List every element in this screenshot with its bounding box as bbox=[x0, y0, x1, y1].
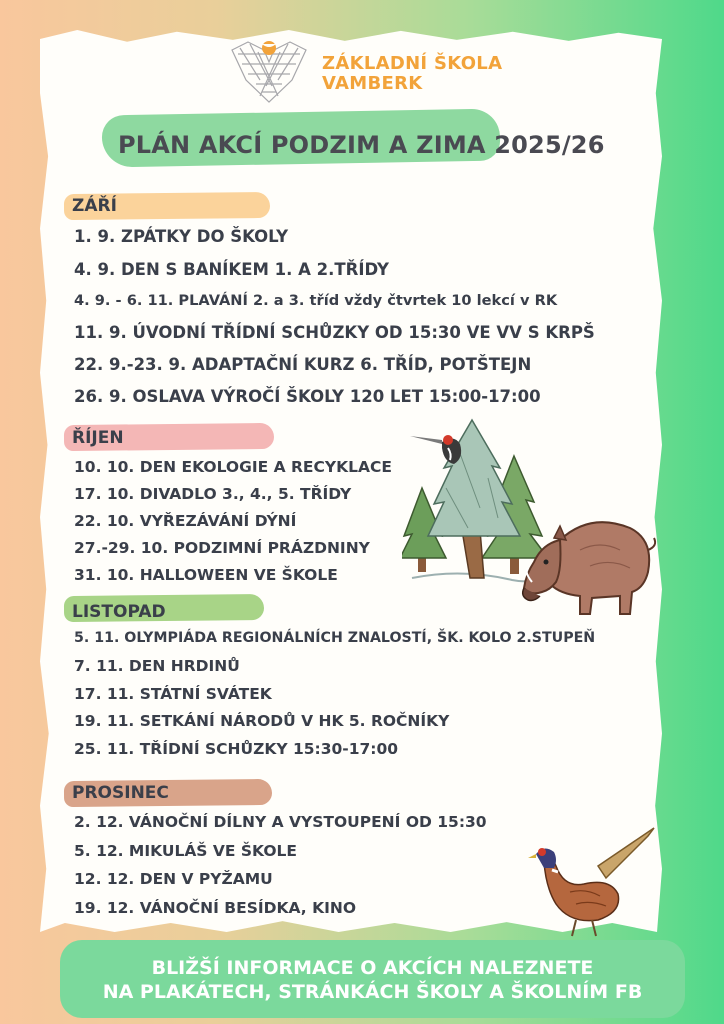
school-name-line1: ZÁKLADNÍ ŠKOLA bbox=[322, 53, 503, 74]
event-item: 1. 9. ZPÁTKY DO ŠKOLY bbox=[74, 227, 289, 246]
footer-text bbox=[60, 956, 685, 1004]
pheasant-illustration bbox=[526, 826, 658, 938]
event-item: 22. 9.-23. 9. ADAPTAČNÍ KURZ 6. TŘÍD, POTŠTEJN bbox=[74, 355, 532, 374]
event-item: 2. 12. VÁNOČNÍ DÍLNY A VYSTOUPENÍ OD 15:30 bbox=[74, 813, 487, 831]
event-item: 26. 9. OSLAVA VÝROČÍ ŠKOLY 120 LET 15:00-17:00 bbox=[74, 387, 541, 406]
page-title: PLÁN AKCÍ PODZIM A ZIMA 2025/26 bbox=[118, 131, 605, 159]
footer-line1: BLIŽŠÍ INFORMACE O AKCÍCH NALEZNETE bbox=[151, 957, 594, 979]
month-heading-rijen: ŘÍJEN bbox=[72, 428, 124, 448]
event-item: 19. 12. VÁNOČNÍ BESÍDKA, KINO bbox=[74, 899, 357, 917]
footer-line2: NA PLAKÁTECH, STRÁNKÁCH ŠKOLY A ŠKOLNÍM FB bbox=[102, 981, 643, 1003]
event-item: 11. 9. ÚVODNÍ TŘÍDNÍ SCHŮZKY OD 15:30 VE VV S KRPŠ bbox=[74, 323, 595, 342]
woodpecker-icon bbox=[410, 435, 461, 464]
event-item: 12. 12. DEN V PYŽAMU bbox=[74, 870, 273, 888]
school-name bbox=[322, 54, 502, 94]
event-item: 19. 11. SETKÁNÍ NÁRODŮ V HK 5. ROČNÍKY bbox=[74, 712, 450, 730]
event-item: 31. 10. HALLOWEEN VE ŠKOLE bbox=[74, 566, 338, 584]
event-item: 27.-29. 10. PODZIMNÍ PRÁZDNINY bbox=[74, 539, 370, 557]
school-logo bbox=[228, 40, 310, 104]
event-item: 7. 11. DEN HRDINŮ bbox=[74, 657, 240, 675]
event-item: 22. 10. VYŘEZÁVÁNÍ DÝNÍ bbox=[74, 512, 297, 530]
month-heading-listopad: LISTOPAD bbox=[72, 602, 166, 622]
event-item: 17. 11. STÁTNÍ SVÁTEK bbox=[74, 685, 272, 703]
event-item: 5. 12. MIKULÁŠ VE ŠKOLE bbox=[74, 842, 297, 860]
event-item: 5. 11. OLYMPIÁDA REGIONÁLNÍCH ZNALOSTÍ, ŠK. KOLO 2.STUPEŇ bbox=[74, 630, 596, 646]
month-heading-prosinec: PROSINEC bbox=[72, 783, 169, 803]
event-item: 4. 9. DEN S BANÍKEM 1. A 2.TŘÍDY bbox=[74, 260, 389, 279]
event-item: 10. 10. DEN EKOLOGIE A RECYKLACE bbox=[74, 458, 392, 476]
event-item: 4. 9. - 6. 11. PLAVÁNÍ 2. a 3. tříd vždy čtvrtek 10 lekcí v RK bbox=[74, 292, 558, 309]
month-heading-zari: ZÁŘÍ bbox=[72, 196, 117, 216]
event-item: 17. 10. DIVADLO 3., 4., 5. TŘÍDY bbox=[74, 485, 352, 503]
school-name-line2: VAMBERK bbox=[322, 73, 423, 94]
event-item: 25. 11. TŘÍDNÍ SCHŮZKY 15:30-17:00 bbox=[74, 740, 399, 758]
wild-boar-illustration bbox=[520, 510, 660, 620]
